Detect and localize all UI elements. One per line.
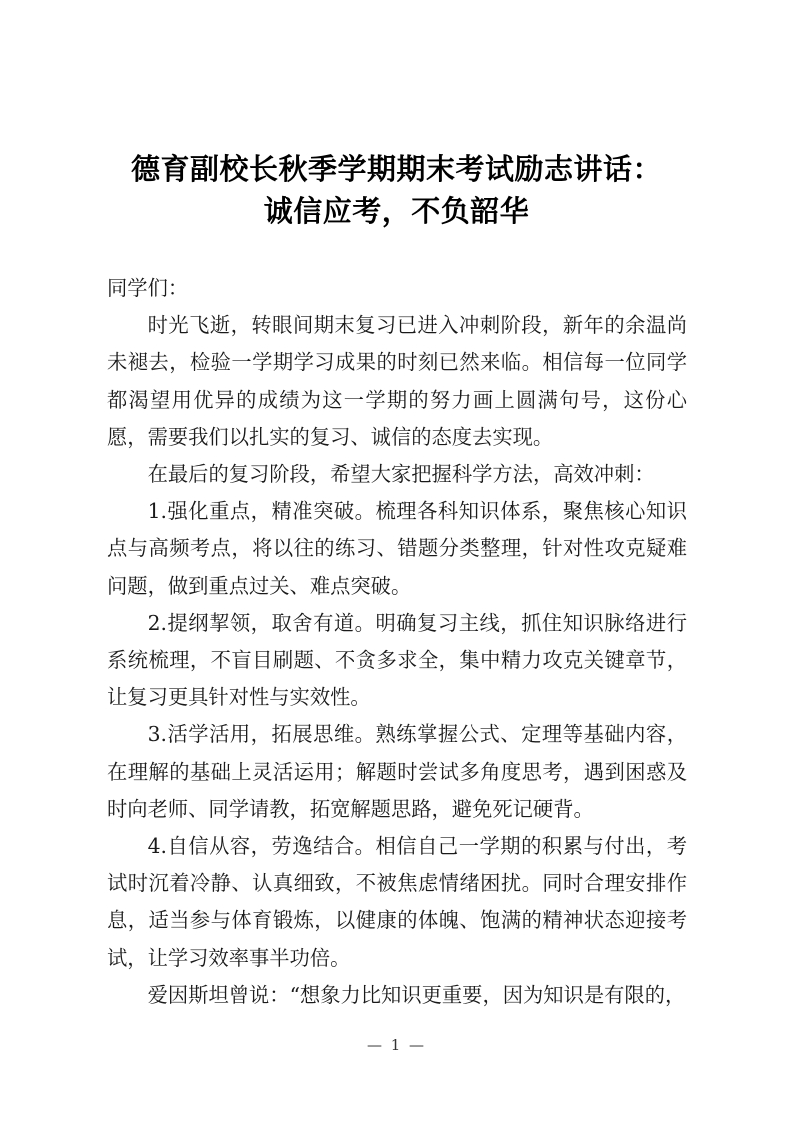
document-title bbox=[0, 148, 793, 232]
title-line-2: 诚信应考，不负韶华 bbox=[263, 194, 530, 228]
paragraph-point-3: 3.活学活用，拓展思维。熟练掌握公式、定理等基础内容，在理解的基础上灵活运用；解题时尝试多角度思考，遇到困惑及时向老师、同学请教，拓宽解题思路，避免死记硬背。 bbox=[107, 722, 687, 821]
document-body bbox=[107, 270, 687, 1014]
paragraph-quote: 爱因斯坦曾说：“想象力比知识更重要，因为知识是有限的， bbox=[147, 982, 686, 1007]
paragraph-point-2: 2.提纲挈领，取舍有道。明确复习主线，抓住知识脉络进行系统梳理，不盲目刷题、不贪多求全，集中精力攻克关键章节，让复习更具针对性与实效性。 bbox=[107, 610, 687, 710]
title-line-1: 德育副校长秋季学期期末考试励志讲话： bbox=[130, 152, 662, 186]
paragraph-point-4: 4.自信从容，劳逸结合。相信自己一学期的积累与付出，考试时沉着冷静、认真细致，不被焦虑情绪困扰。同时合理安排作息，适当参与体育锻炼，以健康的体魄、饱满的精神状态迎接考试，让学习效率事半功倍。 bbox=[107, 834, 687, 970]
salutation: 同学们： bbox=[107, 276, 189, 300]
paragraph-methods-lead: 在最后的复习阶段，希望大家把握科学方法，高效冲刺： bbox=[147, 462, 655, 487]
paragraph-intro: 时光飞逝，转眼间期末复习已进入冲刺阶段，新年的余温尚未褪去，检验一学期学习成果的时刻已然来临。相信每一位同学都渴望用优异的成绩为这一学期的努力画上圆满句号，这份心愿，需要我们以扎实的复习、诚信的态度去实现。 bbox=[107, 313, 687, 449]
page-number: — 1 — bbox=[366, 1036, 427, 1054]
paragraph-point-1: 1.强化重点，精准突破。梳理各科知识体系，聚焦核心知识点与高频考点，将以往的练习、错题分类整理，针对性攻克疑难问题，做到重点过关、难点突破。 bbox=[107, 499, 687, 598]
